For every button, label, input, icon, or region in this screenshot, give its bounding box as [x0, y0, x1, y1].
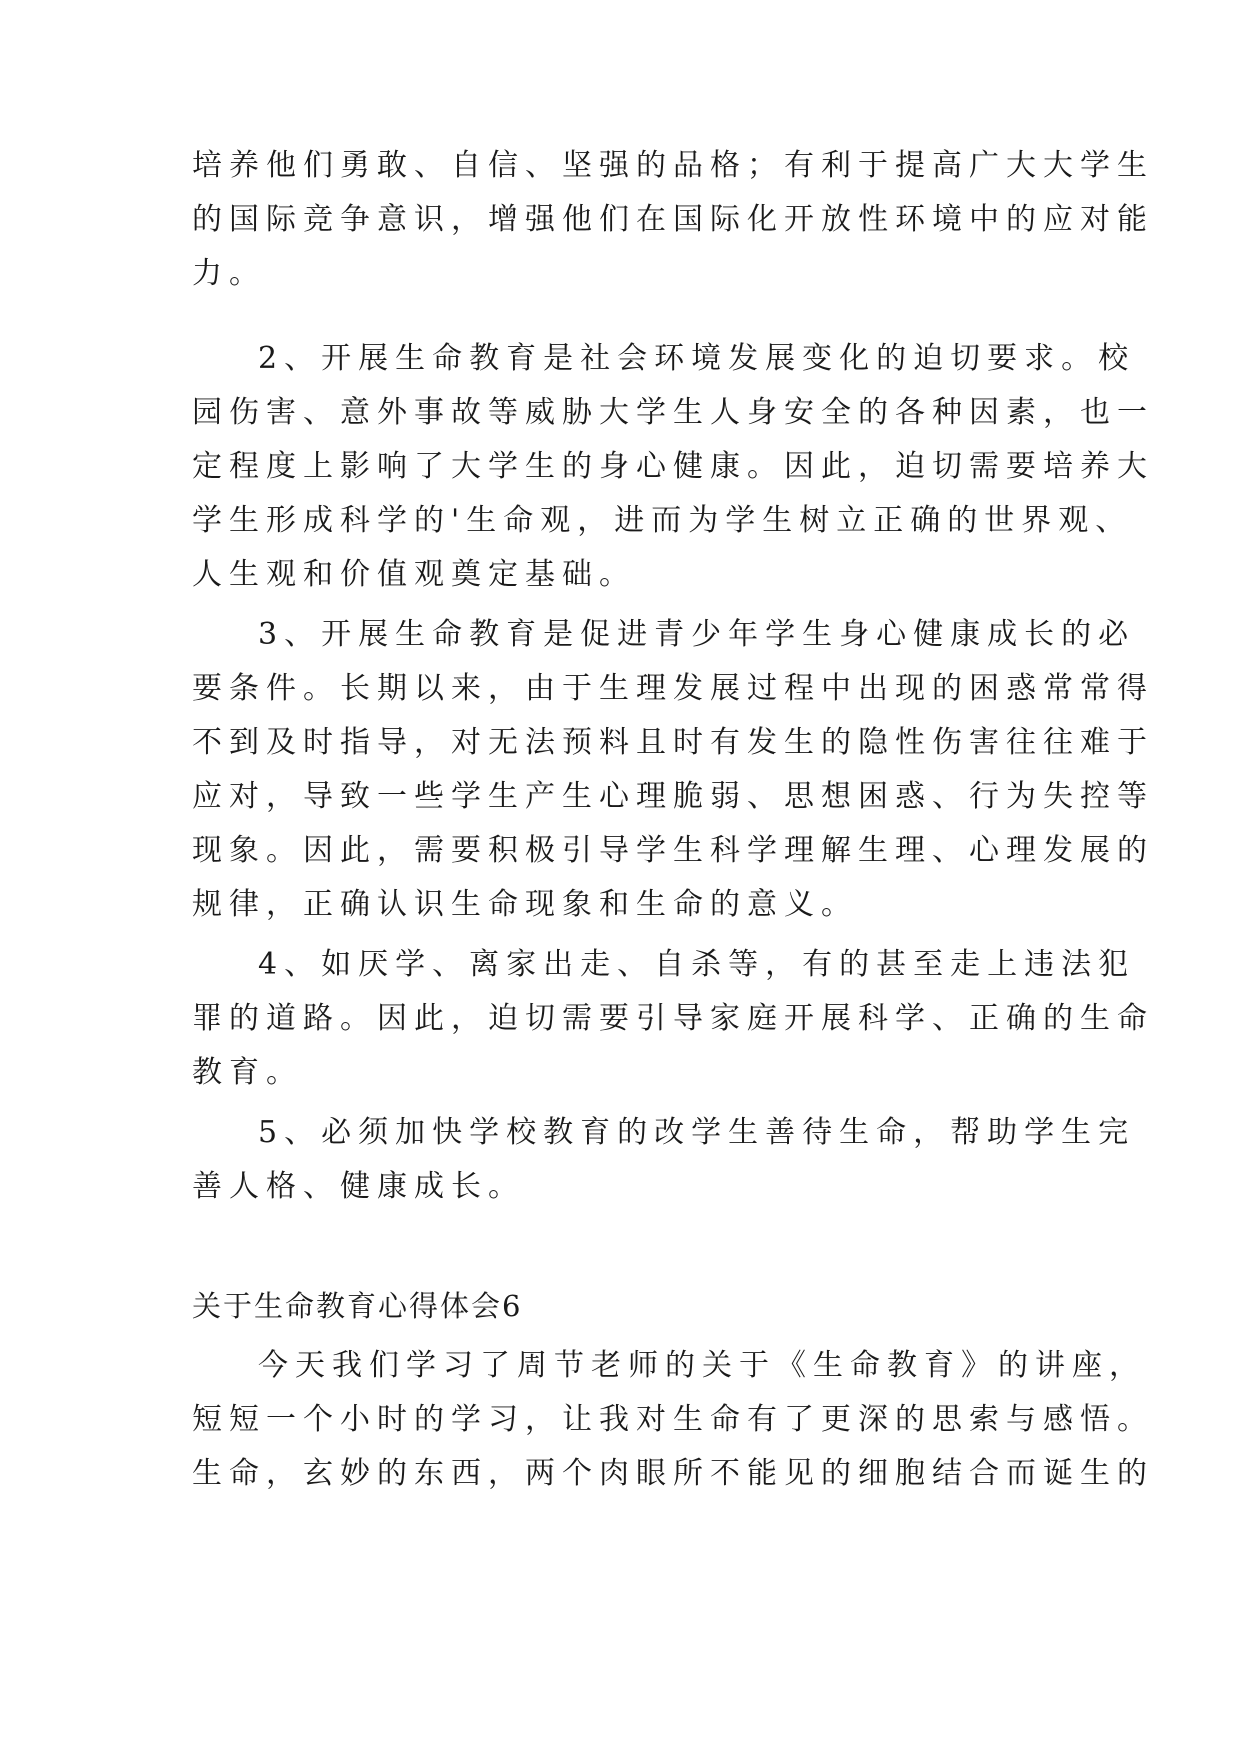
text-line: 的国际竞争意识，增强他们在国际化开放性环境中的应对能 [192, 202, 1154, 237]
text-line: 不到及时指导，对无法预料且时有发生的隐性伤害往往难于 [192, 725, 1154, 760]
section-heading: 关于生命教育心得体会6 [192, 1289, 523, 1323]
paragraph-6-start: 今天我们学习了周节老师的关于《生命教育》的讲座， [258, 1348, 1146, 1383]
text-line: 应对，导致一些学生产生心理脆弱、思想困惑、行为失控等 [192, 779, 1154, 814]
text-line: 培养他们勇敢、自信、坚强的品格；有利于提高广大大学生 [192, 148, 1154, 183]
text-line: 善人格、健康成长。 [192, 1169, 525, 1204]
text-line: 罪的道路。因此，迫切需要引导家庭开展科学、正确的生命 [192, 1001, 1154, 1036]
text-line: 生命，玄妙的东西，两个肉眼所不能见的细胞结合而诞生的 [192, 1456, 1154, 1491]
text-line: 现象。因此，需要积极引导学生科学理解生理、心理发展的 [192, 833, 1154, 868]
text-line: 短短一个小时的学习，让我对生命有了更深的思索与感悟。 [192, 1402, 1154, 1437]
paragraph-3-start: 3、开展生命教育是促进青少年学生身心健康成长的必 [258, 617, 1136, 652]
paragraph-4-start: 4、如厌学、离家出走、自杀等，有的甚至走上违法犯 [258, 947, 1136, 982]
text-line: 要条件。长期以来，由于生理发展过程中出现的困惑常常得 [192, 671, 1154, 706]
text-line: 定程度上影响了大学生的身心健康。因此，迫切需要培养大 [192, 449, 1154, 484]
paragraph-5-start: 5、必须加快学校教育的改学生善待生命，帮助学生完 [258, 1115, 1136, 1150]
text-line: 教育。 [192, 1055, 303, 1090]
text-line: 规律，正确认识生命现象和生命的意义。 [192, 887, 858, 922]
text-line: 人生观和价值观奠定基础。 [192, 557, 636, 592]
paragraph-2-start: 2、开展生命教育是社会环境发展变化的迫切要求。校 [258, 341, 1136, 376]
text-line: 力。 [192, 256, 266, 291]
text-line: 学生形成科学的'生命观，进而为学生树立正确的世界观、 [192, 503, 1133, 538]
text-line: 园伤害、意外事故等威胁大学生人身安全的各种因素，也一 [192, 395, 1154, 430]
